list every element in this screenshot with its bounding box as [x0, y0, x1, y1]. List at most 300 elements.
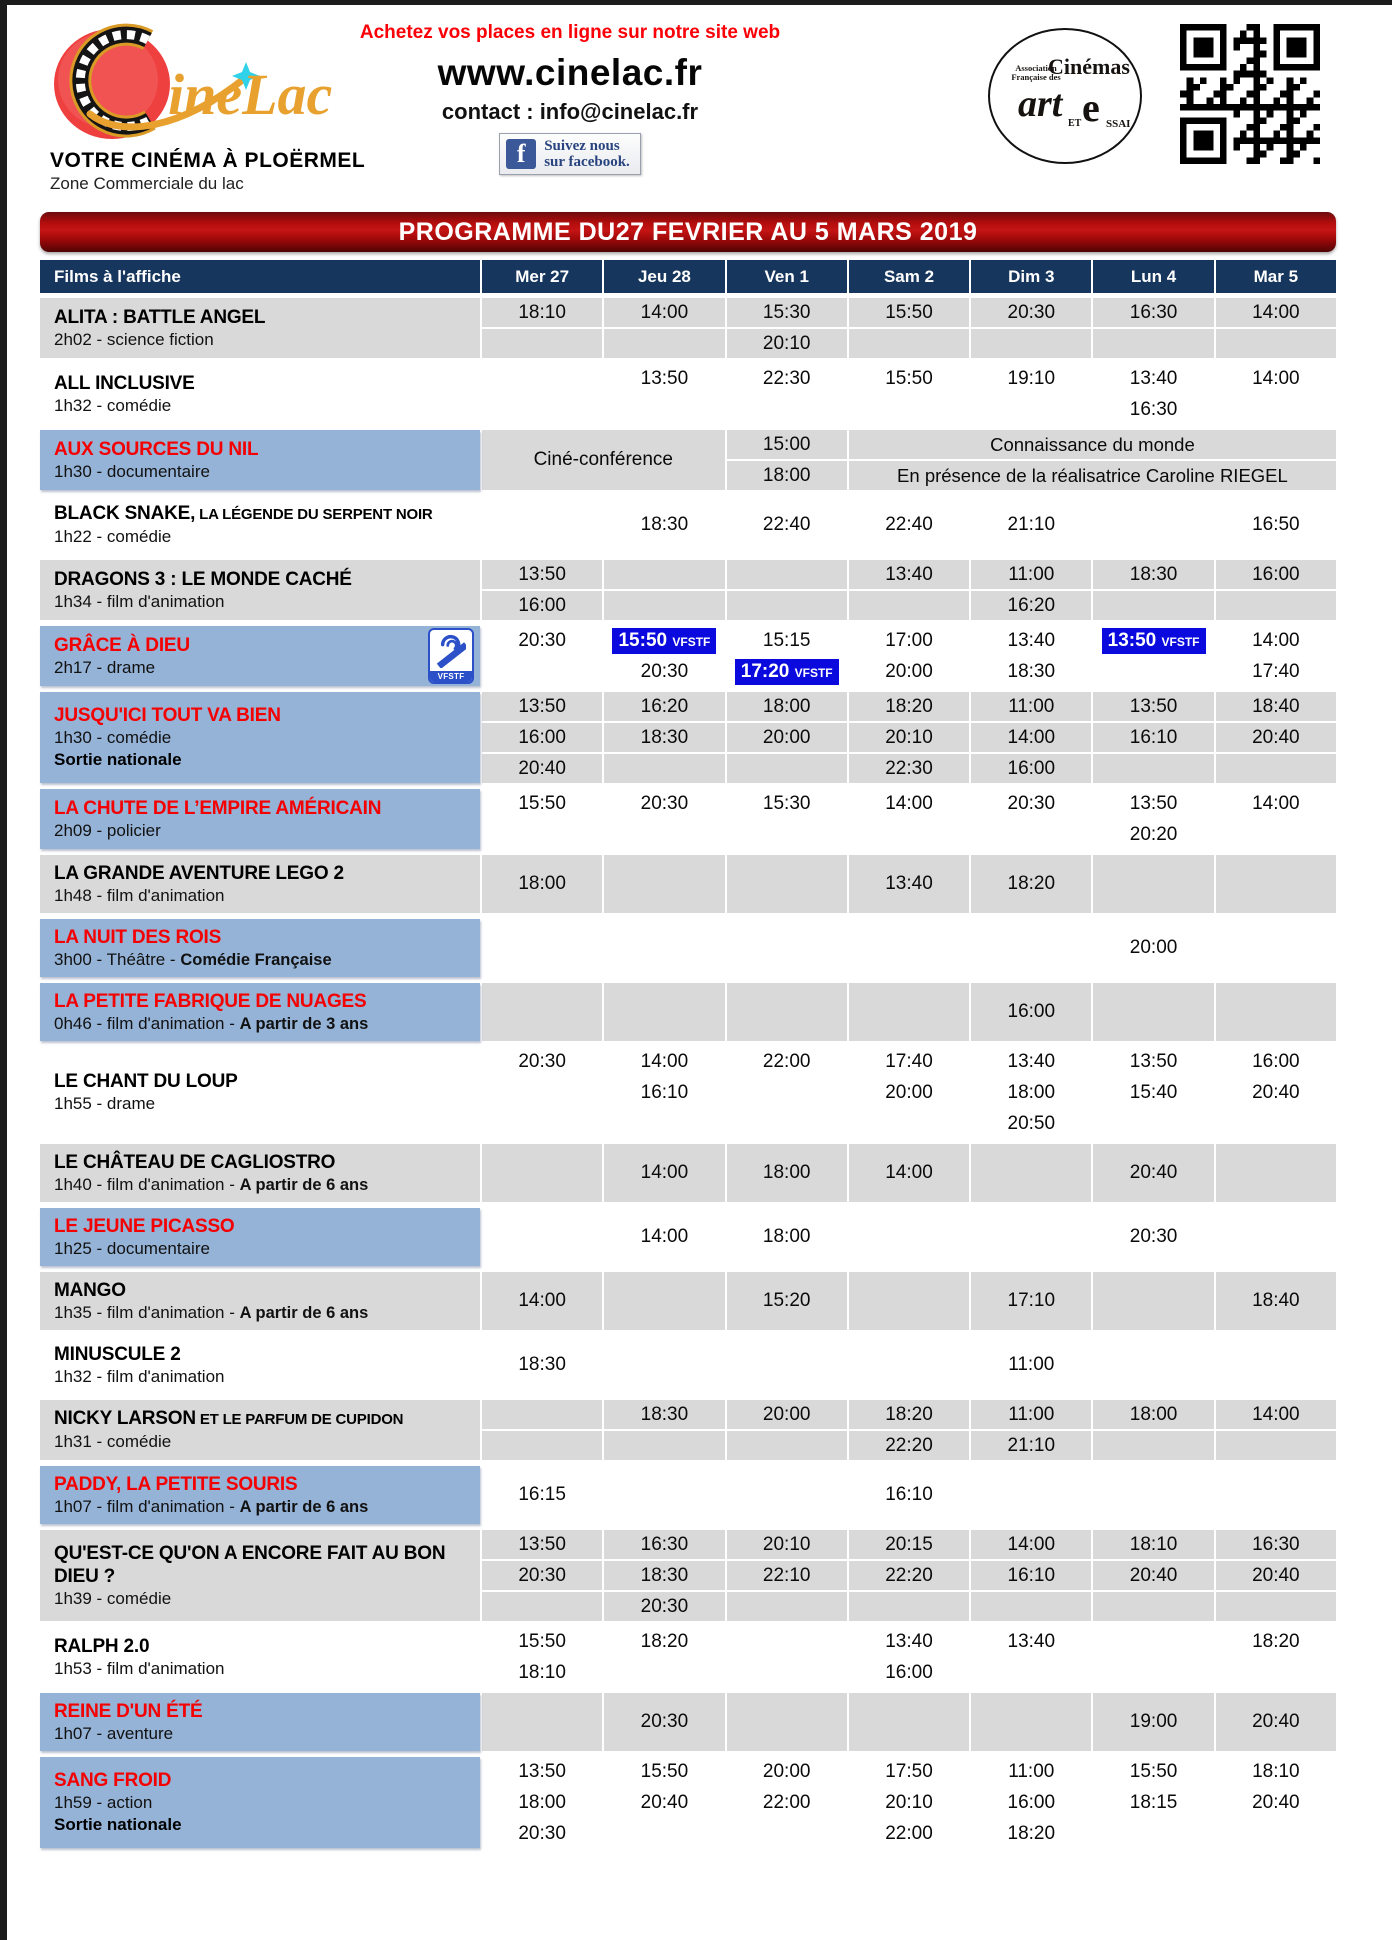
- film-row: [40, 364, 1336, 424]
- film-subtitle: 1h39 - comédie: [54, 1588, 172, 1608]
- showtimes-grid: [482, 1047, 1336, 1138]
- showtime-cell: 20:10: [727, 329, 847, 358]
- showtime-cell: [727, 1627, 847, 1656]
- showtime-cell: 14:00: [1216, 626, 1336, 655]
- showtime-cell: [1216, 1466, 1336, 1524]
- showtime-cell: [482, 364, 602, 393]
- showtime-cell: [1093, 1109, 1213, 1138]
- showtime-cell: 14:00: [604, 1047, 724, 1076]
- showtime-cell: [482, 329, 602, 358]
- showtime-cell: [604, 626, 724, 655]
- showtime-cell: 22:00: [849, 1819, 969, 1848]
- showtime-cell: [604, 820, 724, 849]
- showtimes-grid: [482, 1144, 1336, 1202]
- showtime-cell: [604, 754, 724, 783]
- showtime-cell: [727, 820, 847, 849]
- showtime-cell: [849, 1208, 969, 1266]
- showtime-cell: 20:40: [604, 1788, 724, 1817]
- column-header-day: Sam 2: [849, 260, 969, 293]
- showtime-cell: [727, 919, 847, 977]
- contact-email[interactable]: contact : info@cinelac.fr: [441, 99, 699, 124]
- showtime-cell: [604, 1819, 724, 1848]
- showtime-cell: [849, 919, 969, 977]
- film-title-cell: [40, 983, 480, 1041]
- showtime-cell: 14:00: [1216, 789, 1336, 818]
- showtime-cell: [971, 395, 1091, 424]
- showtime-cell: [482, 1109, 602, 1138]
- film-title-cell: [40, 496, 480, 554]
- showtime-cell: 18:20: [849, 692, 969, 721]
- showtime-cell: [482, 1400, 602, 1429]
- showtime-cell: 19:10: [971, 364, 1091, 393]
- showtime-cell: [727, 1658, 847, 1687]
- showtime-cell: [1093, 329, 1213, 358]
- film-title: REINE D'UN ÉTÉ: [54, 1700, 203, 1722]
- showtime-cell: 16:00: [482, 591, 602, 620]
- showtime-cell: 20:30: [604, 657, 724, 686]
- film-row: [40, 298, 1336, 358]
- showtime-cell: 14:00: [849, 1144, 969, 1202]
- film-row: [40, 626, 1336, 686]
- showtime-cell: [1093, 657, 1213, 686]
- showtime-cell: [727, 1109, 847, 1138]
- showtime-cell: [1093, 1466, 1213, 1524]
- film-title: AUX SOURCES DU NIL: [54, 438, 259, 460]
- showtime-cell: 20:10: [849, 723, 969, 752]
- showtime-cell: 20:30: [604, 1693, 724, 1751]
- showtime-cell: 20:40: [482, 754, 602, 783]
- film-title: MANGO: [54, 1279, 126, 1301]
- showtime-cell: 20:40: [1216, 1693, 1336, 1751]
- showtime-cell: 13:40: [849, 1627, 969, 1656]
- showtime-cell: 22:00: [727, 1047, 847, 1076]
- showtime-cell: 13:40: [971, 1627, 1091, 1656]
- showtime-cell: [727, 754, 847, 783]
- showtimes-grid: [482, 364, 1336, 424]
- showtime-cell: 16:30: [1093, 395, 1213, 424]
- showtime-cell: 17:00: [849, 626, 969, 655]
- showtime-cell: 20:00: [727, 723, 847, 752]
- film-row: [40, 1627, 1336, 1687]
- showtime-cell: [1093, 496, 1213, 554]
- showtime-cell: [849, 983, 969, 1041]
- showtime-cell: 22:10: [727, 1561, 847, 1590]
- showtimes-grid: [482, 692, 1336, 783]
- showtime-cell: 18:10: [1093, 1530, 1213, 1559]
- showtime-cell: [727, 591, 847, 620]
- showtime-cell: 22:30: [727, 364, 847, 393]
- showtime-cell: 15:20: [727, 1272, 847, 1330]
- showtime-cell: 17:50: [849, 1757, 969, 1786]
- showtime-cell: [849, 1592, 969, 1621]
- film-subtitle: 1h59 - action: [54, 1793, 153, 1812]
- showtime-cell: 13:40: [971, 626, 1091, 655]
- film-title-cell: [40, 1400, 480, 1460]
- showtime-cell: 20:30: [482, 1561, 602, 1590]
- film-title-cell: [40, 430, 480, 490]
- showtime-cell: [1093, 855, 1213, 913]
- showtimes-grid: [482, 1336, 1336, 1394]
- showtime-cell: 16:30: [604, 1530, 724, 1559]
- film-subtitle: 1h48 - film d'animation: [54, 885, 225, 905]
- showtime-cell: [1216, 919, 1336, 977]
- showtimes-grid: [482, 430, 1336, 490]
- showtime-cell: 22:20: [849, 1431, 969, 1460]
- showtime-cell: 14:00: [1216, 364, 1336, 393]
- film-title-cell: [40, 1693, 480, 1751]
- showtime-cell: 20:10: [727, 1530, 847, 1559]
- film-title-cell: [40, 1627, 480, 1687]
- showtime-cell: 15:00: [727, 430, 847, 459]
- showtimes-grid: [482, 1208, 1336, 1266]
- showtime-cell: 20:40: [1216, 1788, 1336, 1817]
- showtime-cell: [971, 1693, 1091, 1751]
- column-header-day: Ven 1: [727, 260, 847, 293]
- film-title: NICKY LARSON ET LE PARFUM DE CUPIDON: [54, 1408, 404, 1429]
- showtime-cell: [971, 1208, 1091, 1266]
- film-title: LA GRANDE AVENTURE LEGO 2: [54, 862, 344, 884]
- showtime-cell: 13:50: [1093, 1047, 1213, 1076]
- vfstf-ear-icon: VFSTF: [428, 628, 474, 684]
- showtime-cell: 20:00: [727, 1400, 847, 1429]
- column-header-day: Mar 5: [1216, 260, 1336, 293]
- showtime-cell: 18:20: [849, 1400, 969, 1429]
- showtime-cell: [482, 395, 602, 424]
- showtime-cell: 18:30: [604, 1561, 724, 1590]
- showtime-cell: 16:00: [971, 1788, 1091, 1817]
- showtime-cell: 18:00: [727, 1208, 847, 1266]
- showtime-cell: [1216, 395, 1336, 424]
- showtime-cell: 17:40: [849, 1047, 969, 1076]
- showtime-cell: [1216, 1208, 1336, 1266]
- showtimes-grid: [482, 1757, 1336, 1848]
- film-title-cell: [40, 1336, 480, 1394]
- showtime-cell: [604, 591, 724, 620]
- showtime-cell: 15:30: [727, 298, 847, 327]
- film-title: DRAGONS 3 : LE MONDE CACHÉ: [54, 568, 352, 590]
- film-subtitle: 1h55 - drame: [54, 1094, 156, 1113]
- showtime-cell: [1093, 1336, 1213, 1394]
- film-title-cell: [40, 1144, 480, 1202]
- film-subtitle: 2h17 - drame: [54, 657, 156, 677]
- showtime-cell: 14:00: [482, 1272, 602, 1330]
- film-row: [40, 1208, 1336, 1266]
- showtime-cell: [604, 1272, 724, 1330]
- showtime-cell: 20:40: [1093, 1144, 1213, 1202]
- film-title-cell: [40, 1530, 480, 1621]
- film-title-cell: [40, 560, 480, 620]
- schedule-body: [40, 298, 1336, 1848]
- showtimes-grid: [482, 1466, 1336, 1524]
- showtimes-grid: [482, 855, 1336, 913]
- showtime-cell: 15:50: [849, 364, 969, 393]
- film-title: LA NUIT DES ROIS: [54, 926, 222, 948]
- showtime-cell: 16:10: [849, 1466, 969, 1524]
- showtime-cell: 18:30: [1093, 560, 1213, 589]
- showtime-cell: 20:30: [482, 626, 602, 655]
- showtime-cell: 16:10: [604, 1078, 724, 1107]
- showtime-cell: [849, 820, 969, 849]
- showtime-cell: 20:30: [482, 1047, 602, 1076]
- film-row: [40, 692, 1336, 783]
- showtime-cell: 20:00: [727, 1757, 847, 1786]
- showtimes-grid: [482, 983, 1336, 1041]
- showtime-cell: 15:30: [727, 789, 847, 818]
- showtime-cell: [604, 395, 724, 424]
- film-title-cell: [40, 364, 480, 424]
- showtime-cell: [727, 1819, 847, 1848]
- showtime-cell: 16:20: [604, 692, 724, 721]
- showtime-cell: [727, 1431, 847, 1460]
- showtime-cell: [849, 329, 969, 358]
- header-center: [330, 22, 810, 175]
- showtime-cell: 22:00: [727, 1788, 847, 1817]
- showtime-cell: 18:00: [727, 1144, 847, 1202]
- screen-left-edge: [0, 0, 7, 1940]
- film-row: [40, 1757, 1336, 1848]
- showtime-cell: 13:50: [482, 1530, 602, 1559]
- film-row: [40, 855, 1336, 913]
- showtime-cell: [1093, 1592, 1213, 1621]
- showtime-cell: [1216, 1658, 1336, 1687]
- showtime-cell: 14:00: [1216, 298, 1336, 327]
- film-title: MINUSCULE 2: [54, 1343, 181, 1365]
- film-title: GRÂCE À DIEU: [54, 634, 190, 656]
- showtime-cell: [1216, 983, 1336, 1041]
- showtime-cell: [482, 820, 602, 849]
- showtime-cell: 20:00: [1093, 919, 1213, 977]
- film-title-cell: [40, 1272, 480, 1330]
- showtime-cell: [1216, 855, 1336, 913]
- showtime-cell: 20:40: [1216, 1561, 1336, 1590]
- showtime-cell: 17:10: [971, 1272, 1091, 1330]
- showtime-cell: [849, 395, 969, 424]
- showtime-cell: [849, 591, 969, 620]
- showtime-cell: [849, 1109, 969, 1138]
- showtime-cell: 18:40: [1216, 692, 1336, 721]
- film-row: [40, 1047, 1336, 1138]
- showtime-cell: 18:00: [727, 692, 847, 721]
- film-row: [40, 983, 1336, 1041]
- program-banner-title: PROGRAMME DU27 FEVRIER AU 5 MARS 2019: [398, 217, 978, 246]
- showtime-cell: [727, 1336, 847, 1394]
- showtime-cell: [727, 560, 847, 589]
- showtime-cell: 15:50: [482, 789, 602, 818]
- showtime-cell: 18:40: [1216, 1272, 1336, 1330]
- promo-text: Achetez vos places en ligne sur notre site web: [359, 22, 781, 43]
- showtime-cell: 11:00: [971, 1757, 1091, 1786]
- film-row: [40, 789, 1336, 849]
- showtime-cell: [727, 855, 847, 913]
- film-note: Sortie nationale: [54, 750, 182, 769]
- film-subtitle: 1h25 - documentaire: [54, 1238, 210, 1258]
- showtime-cell: [1216, 1819, 1336, 1848]
- showtime-cell: [1216, 1431, 1336, 1460]
- showtime-cell: 11:00: [971, 1400, 1091, 1429]
- showtime-cell: [1216, 329, 1336, 358]
- film-row: [40, 430, 1336, 490]
- showtimes-grid: [482, 1693, 1336, 1751]
- showtime-cell: [1093, 1658, 1213, 1687]
- showtime-cell: [971, 1466, 1091, 1524]
- showtime-cell: [1216, 591, 1336, 620]
- showtime-cell: 18:30: [604, 496, 724, 554]
- showtime-cell: [604, 1658, 724, 1687]
- showtime-cell: [1216, 1336, 1336, 1394]
- showtime-cell: [604, 1109, 724, 1138]
- showtime-cell: [727, 657, 847, 686]
- showtime-cell: [604, 560, 724, 589]
- showtime-cell: 18:20: [1216, 1627, 1336, 1656]
- film-subtitle: 1h30 - documentaire: [54, 461, 210, 481]
- film-subtitle: 1h22 - comédie: [54, 527, 172, 546]
- cinema-tagline: VOTRE CINÉMA À PLOËRMEL: [50, 149, 366, 172]
- showtime-cell: 13:50: [604, 364, 724, 393]
- facebook-badge[interactable]: [499, 133, 641, 175]
- showtime-cell: 13:50: [1093, 692, 1213, 721]
- showtime-cell: 14:00: [604, 1144, 724, 1202]
- film-title: SANG FROID: [54, 1770, 172, 1791]
- showtime-cell: 16:20: [971, 591, 1091, 620]
- showtime-cell: 18:00: [482, 1788, 602, 1817]
- film-row: [40, 919, 1336, 977]
- showtime-cell: 13:40: [849, 560, 969, 589]
- program-page: [40, 14, 1336, 1854]
- film-title-cell: [40, 626, 480, 686]
- showtimes-grid: [482, 496, 1336, 554]
- showtime-cell: 16:00: [849, 1658, 969, 1687]
- showtime-cell: 18:30: [604, 723, 724, 752]
- showtime-cell: 15:50: [482, 1627, 602, 1656]
- film-row: [40, 1466, 1336, 1524]
- showtime-cell: 15:40: [1093, 1078, 1213, 1107]
- showtime-cell: 20:40: [1093, 1561, 1213, 1590]
- showtime-cell: 14:00: [849, 789, 969, 818]
- showtime-cell: 17:40: [1216, 657, 1336, 686]
- showtime-cell: [1093, 1431, 1213, 1460]
- film-title: LE CHÂTEAU DE CAGLIOSTRO: [54, 1151, 336, 1173]
- showtime-cell: 13:40: [1093, 364, 1213, 393]
- showtime-cell: 18:00: [971, 1078, 1091, 1107]
- showtime-cell: 20:30: [604, 1592, 724, 1621]
- showtime-cell: [971, 1592, 1091, 1621]
- showtime-cell: [604, 855, 724, 913]
- film-row: [40, 496, 1336, 554]
- film-title-cell: [40, 298, 480, 358]
- column-header-day: Jeu 28: [604, 260, 724, 293]
- showtime-cell: 16:00: [1216, 1047, 1336, 1076]
- showtimes-grid: [482, 1530, 1336, 1621]
- schedule-table: [40, 260, 1336, 1848]
- showtime-cell: [604, 329, 724, 358]
- showtime-cell: [1216, 1592, 1336, 1621]
- showtime-cell: [971, 329, 1091, 358]
- film-row: [40, 1400, 1336, 1460]
- qr-code: [1180, 24, 1320, 169]
- column-header-day: Dim 3: [971, 260, 1091, 293]
- film-row: [40, 560, 1336, 620]
- showtime-cell: [482, 496, 602, 554]
- showtime-cell: [482, 1078, 602, 1107]
- showtime-cell: 13:50: [482, 692, 602, 721]
- showtime-cell: 20:30: [482, 1819, 602, 1848]
- showtime-cell: 18:15: [1093, 1788, 1213, 1817]
- film-title: LE CHANT DU LOUP: [54, 1071, 238, 1092]
- film-row: [40, 1144, 1336, 1202]
- film-subtitle: 1h35 - film d'animation - A partir de 6 ans: [54, 1302, 369, 1322]
- showtime-cell: [1093, 1819, 1213, 1848]
- film-title-cell: [40, 1466, 480, 1524]
- art-et-essai-logo: Association Française des Cinémas art ET e SSAI: [988, 28, 1142, 164]
- showtime-cell: [727, 983, 847, 1041]
- film-subtitle: 1h32 - film d'animation: [54, 1366, 225, 1386]
- showtime-cell: 14:00: [604, 298, 724, 327]
- film-row: [40, 1336, 1336, 1394]
- showtime-cell: 20:30: [971, 789, 1091, 818]
- film-subtitle: 1h07 - film d'animation - A partir de 6 ans: [54, 1496, 369, 1516]
- showtime-cell: [482, 657, 602, 686]
- showtime-cell: 18:30: [482, 1336, 602, 1394]
- film-subtitle: 1h32 - comédie: [54, 395, 172, 415]
- showtime-cell: 16:00: [482, 723, 602, 752]
- showtime-cell: 20:40: [1216, 1078, 1336, 1107]
- film-title-cell: [40, 1208, 480, 1266]
- showtime-cell: [604, 1336, 724, 1394]
- showtime-cell: [849, 1272, 969, 1330]
- film-subtitle: 1h53 - film d'animation: [54, 1658, 225, 1678]
- showtime-cell: 13:50: [1093, 789, 1213, 818]
- showtime-cell: 16:50: [1216, 496, 1336, 554]
- showtime-cell: 14:00: [971, 723, 1091, 752]
- event-note-cell: En présence de la réalisatrice Caroline RIEGEL: [849, 461, 1336, 490]
- showtime-cell: 16:30: [1216, 1530, 1336, 1559]
- showtime-cell: [1216, 754, 1336, 783]
- showtime-cell: 16:00: [1216, 560, 1336, 589]
- showtime-cell: [482, 1208, 602, 1266]
- showtime-cell: [727, 1592, 847, 1621]
- showtimes-grid: [482, 1627, 1336, 1687]
- showtime-cell: 20:00: [849, 1078, 969, 1107]
- showtime-cell: [1093, 591, 1213, 620]
- showtime-cell: 18:00: [1093, 1400, 1213, 1429]
- showtime-cell: [1093, 754, 1213, 783]
- showtime-cell: [482, 983, 602, 1041]
- page-header: [40, 14, 1336, 210]
- showtime-cell: [727, 395, 847, 424]
- film-title-cell: [40, 692, 480, 783]
- facebook-icon: f: [506, 139, 536, 169]
- showtime-cell: [971, 820, 1091, 849]
- film-title: LE JEUNE PICASSO: [54, 1215, 235, 1237]
- film-subtitle: 1h34 - film d'animation: [54, 591, 225, 611]
- film-subtitle: 2h02 - science fiction: [54, 329, 214, 349]
- cinema-address: Zone Commerciale du lac: [50, 174, 244, 193]
- film-title-cell: [40, 919, 480, 977]
- showtime-cell: [482, 1693, 602, 1751]
- showtime-cell: [482, 1431, 602, 1460]
- film-title-cell: [40, 789, 480, 849]
- svg-text:ineLac: ineLac: [168, 62, 333, 127]
- showtime-cell: 14:00: [1216, 1400, 1336, 1429]
- showtime-cell: 13:50: [482, 1757, 602, 1786]
- film-title: JUSQU'ICI TOUT VA BIEN: [54, 705, 281, 726]
- showtime-cell: 16:10: [1093, 723, 1213, 752]
- film-title: PADDY, LA PETITE SOURIS: [54, 1473, 298, 1495]
- website-link[interactable]: www.cinelac.fr: [437, 52, 703, 93]
- showtime-cell: 18:20: [604, 1627, 724, 1656]
- showtime-cell: 11:00: [971, 560, 1091, 589]
- showtime-cell: 14:00: [604, 1208, 724, 1266]
